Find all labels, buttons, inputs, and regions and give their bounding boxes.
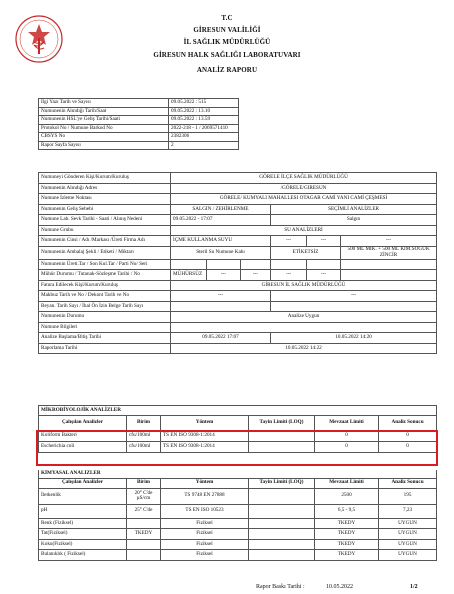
column-header: Birim	[127, 478, 161, 488]
analysis-method: TS EN ISO 9308-1:2014	[161, 431, 249, 442]
table-header-row	[39, 416, 437, 431]
field-value: ---	[307, 270, 341, 281]
analysis-loq	[249, 550, 315, 561]
table-row	[39, 116, 239, 125]
table-row	[39, 259, 437, 270]
table-row	[39, 343, 437, 354]
analysis-result: UYGUN	[379, 518, 437, 529]
analysis-result: 0	[379, 442, 437, 453]
field-label: Mühür Durumu / Tutanak-Sözleşme Tarihi / No	[39, 270, 171, 281]
header-directorate: İL SAĞLIK MÜDÜRLÜĞÜ	[183, 38, 271, 46]
print-date: 10.05.2022	[326, 584, 353, 590]
field-value: SU ANALİZLERİ	[171, 225, 437, 236]
analysis-result: 0	[379, 431, 437, 442]
analysis-result: UYGUN	[379, 550, 437, 561]
column-header: Birim	[127, 416, 161, 431]
field-label: Numunenin Ambalaj Şekli / Etiketi / Miktarı	[39, 246, 171, 259]
report-title: ANALİZ RAPORU	[196, 66, 258, 74]
field-value: GÖRELE İLÇE SAĞLIK MÜDÜRLÜĞÜ	[171, 173, 437, 184]
table-row	[39, 270, 437, 281]
analysis-name: Koliform Bakteri	[39, 431, 127, 442]
field-label: Numune Lab. Sevk Tarihi - Saati / Alınış Nedeni	[39, 215, 171, 226]
table-row	[39, 322, 437, 333]
field-label: Numunenin Üreti.Tar / Son Kul.Tar / Parti No/ Seri	[39, 259, 171, 270]
field-value: ETİKETSİZ	[271, 246, 341, 259]
analysis-result: UYGUN	[379, 529, 437, 540]
print-date-label: Rapor Baskı Tarihi :	[256, 584, 305, 590]
info-value: 2382306	[169, 133, 239, 142]
table-row	[39, 406, 437, 416]
field-label: Makbuz Tarih ve No / Dekont Tarih ve No	[39, 291, 171, 302]
column-header: Analiz Sonucu	[379, 478, 437, 488]
analysis-name: Bulanıklık ( Fiziksel)	[39, 550, 127, 561]
analysis-unit: TKEDY	[127, 529, 161, 540]
field-value: MÜHÜRSÜZ	[171, 270, 207, 281]
table-row	[39, 301, 437, 312]
analysis-loq	[249, 539, 315, 550]
analysis-unit: cfu/100ml	[127, 442, 161, 453]
info-label: İlgi Yazı Tarih ve Sayısı	[39, 99, 169, 108]
table-row	[39, 124, 239, 133]
table-row	[39, 529, 437, 540]
analysis-loq	[249, 529, 315, 540]
field-value: ---	[271, 236, 307, 247]
column-header: Mevzuat Limiti	[315, 478, 379, 488]
section-title: MİKROBİYOLOJİK ANALİZLER	[39, 406, 437, 416]
info-label: Numunenin Alındığı Tarih/Saat	[39, 107, 169, 116]
field-value: ---	[271, 291, 437, 302]
table-row	[39, 246, 437, 259]
analysis-method: Fiziksel	[161, 529, 249, 540]
field-label: Beyan. Tarih Sayı / İhal Ön İzin Belge Tarih Sayı	[39, 301, 171, 312]
info-table	[38, 98, 239, 150]
info-value: 2022-218 - 1 / 2069571410	[169, 124, 239, 133]
analysis-unit	[127, 518, 161, 529]
table-row	[39, 215, 437, 226]
table-row	[39, 488, 437, 504]
column-header: Mevzuat Limiti	[315, 416, 379, 431]
section-title: KİMYASAL ANALİZLER	[39, 470, 437, 478]
analysis-name: Escherichia coli	[39, 442, 127, 453]
table-row	[39, 183, 437, 194]
analysis-unit: cfu/100ml	[127, 431, 161, 442]
analysis-name: İletkenlik	[39, 488, 127, 504]
table-row	[39, 236, 437, 247]
analysis-loq	[249, 518, 315, 529]
field-label: Numuneyi Gönderen Kişi/Kurum/Kuruluş	[39, 173, 171, 184]
info-label: Rapor Sayfa Sayısı	[39, 141, 169, 150]
table-row	[39, 518, 437, 529]
column-header: Analiz Sonucu	[379, 416, 437, 431]
analysis-method: Fiziksel	[161, 518, 249, 529]
header-laboratory: GİRESUN HALK SAĞLIĞI LABORATUVARI	[153, 51, 301, 59]
table-header-row	[39, 478, 437, 488]
table-row	[39, 312, 437, 323]
column-header: Yöntem	[161, 478, 249, 488]
analysis-unit	[127, 550, 161, 561]
field-value: 09.05.2022 17:07	[171, 333, 271, 344]
info-value: 2	[169, 141, 239, 150]
analysis-limit: TKEDY	[315, 518, 379, 529]
field-value: ---	[171, 291, 271, 302]
field-value: ---	[341, 236, 437, 247]
column-header: Tayin Limiti (LOQ)	[249, 478, 315, 488]
table-row	[39, 204, 437, 215]
analysis-result: UYGUN	[379, 539, 437, 550]
header-tc: T.C	[221, 14, 233, 22]
field-value: SALGIN / ZEHİRLENME	[171, 204, 271, 215]
analysis-unit: 25° C'de	[127, 504, 161, 518]
table-row	[39, 141, 239, 150]
table-row	[39, 470, 437, 478]
field-label: Numunenin Cinsi / Adı /Markası /Üreti Firma Adı	[39, 236, 171, 247]
field-value: ---	[207, 270, 241, 281]
column-header: Yöntem	[161, 416, 249, 431]
table-row	[39, 225, 437, 236]
analysis-loq	[249, 504, 315, 518]
analysis-name: Tat(Fiziksel)	[39, 529, 127, 540]
info-label: CBSYS No	[39, 133, 169, 142]
analysis-result: 195	[379, 488, 437, 504]
field-value: SEÇİMLİ ANALİZLER	[271, 204, 437, 215]
table-row	[39, 539, 437, 550]
analysis-limit: TKEDY	[315, 539, 379, 550]
field-value: İÇME KULLANMA SUYU	[171, 236, 271, 247]
analysis-limit: 0	[315, 431, 379, 442]
table-row	[39, 107, 239, 116]
field-label: Numune Bilgileri	[39, 322, 171, 333]
analysis-limit: 2500	[315, 488, 379, 504]
analysis-limit: 6,5 - 9,5	[315, 504, 379, 518]
table-row	[39, 194, 437, 205]
info-label: Protokol No / Numune Barkod No	[39, 124, 169, 133]
field-value: GİRESUN İL SAĞLIK MÜDÜRLÜĞÜ	[171, 280, 437, 291]
field-value: Salgın	[271, 215, 437, 226]
info-value: 09.05.2022 : 13.10	[169, 107, 239, 116]
chem-table	[38, 470, 437, 561]
info-value: 09.05.2022 : 515	[169, 99, 239, 108]
field-label: Numunenin Alındığı Adres	[39, 183, 171, 194]
table-row	[39, 291, 437, 302]
analysis-method: TS EN ISO 9308-1:2014	[161, 442, 249, 453]
field-value: 10.05.2022 14:20	[271, 333, 437, 344]
info-value: 09.05.2022 : 13.59	[169, 116, 239, 125]
table-row	[39, 133, 239, 142]
field-value: 500 ML MİK. + 500 ML KİM.SOĞUK ZİNCİR	[341, 246, 437, 259]
field-value: /GÖRELE/GIRESUN	[171, 183, 437, 194]
analysis-method: TS EN ISO 10523	[161, 504, 249, 518]
field-value: GÖRELE/ KUMYALI MAHALLESI OTAGAR CAMİ YANI CAMİ ÇEŞMESİ	[171, 194, 437, 205]
field-value: 10.05.2022 14:22	[171, 343, 437, 354]
field-value: Steril Su Numune Kabı	[171, 246, 271, 259]
field-value: Analize Uygun	[171, 312, 437, 323]
field-label: Numunenin Durumu	[39, 312, 171, 323]
column-header: Çalışılan Analizler	[39, 416, 127, 431]
field-label: Numune Grubu	[39, 225, 171, 236]
analysis-method: TS 9748 EN 27888	[161, 488, 249, 504]
analysis-unit	[127, 539, 161, 550]
field-label: Raporlama Tarihi	[39, 343, 171, 354]
table-row	[39, 173, 437, 184]
analysis-limit: TKEDY	[315, 529, 379, 540]
table-row	[39, 280, 437, 291]
field-label: Analize Başlama/Bitiş Tarihi	[39, 333, 171, 344]
field-label: Numune İzleme Noktası	[39, 194, 171, 205]
analysis-unit: 20° C'de µS/cm	[127, 488, 161, 504]
field-value: 09.05.2022 - 17:07	[171, 215, 271, 226]
sample-table	[38, 172, 437, 354]
analysis-name: Renk (Fiziksel)	[39, 518, 127, 529]
analysis-method: Fiziksel	[161, 539, 249, 550]
column-header: Tayin Limiti (LOQ)	[249, 416, 315, 431]
table-row	[39, 99, 239, 108]
analysis-name: pH	[39, 504, 127, 518]
column-header: Çalışılan Analizler	[39, 478, 127, 488]
analysis-name: Koku(Fiziksel)	[39, 539, 127, 550]
highlight-box	[36, 430, 438, 466]
table-row	[39, 504, 437, 518]
field-value: ---	[307, 236, 341, 247]
page-number: 1/2	[410, 584, 418, 590]
table-row	[39, 333, 437, 344]
table-row	[39, 550, 437, 561]
info-label: Numunenin HSL'ye Geliş Tarihi/Saati	[39, 116, 169, 125]
analysis-limit: TKEDY	[315, 550, 379, 561]
analysis-loq	[249, 488, 315, 504]
field-label: Numunenin Geliş Sebebi	[39, 204, 171, 215]
field-value: ---	[241, 270, 271, 281]
analysis-result: 7,23	[379, 504, 437, 518]
analysis-limit: 0	[315, 442, 379, 453]
header-governorship: GİRESUN VALİLİĞİ	[193, 26, 261, 34]
field-label: Fatura Edilecek Kişi/Kurum/Kuruluş	[39, 280, 171, 291]
field-value: ---	[271, 270, 307, 281]
analysis-method: Fiziksel	[161, 550, 249, 561]
